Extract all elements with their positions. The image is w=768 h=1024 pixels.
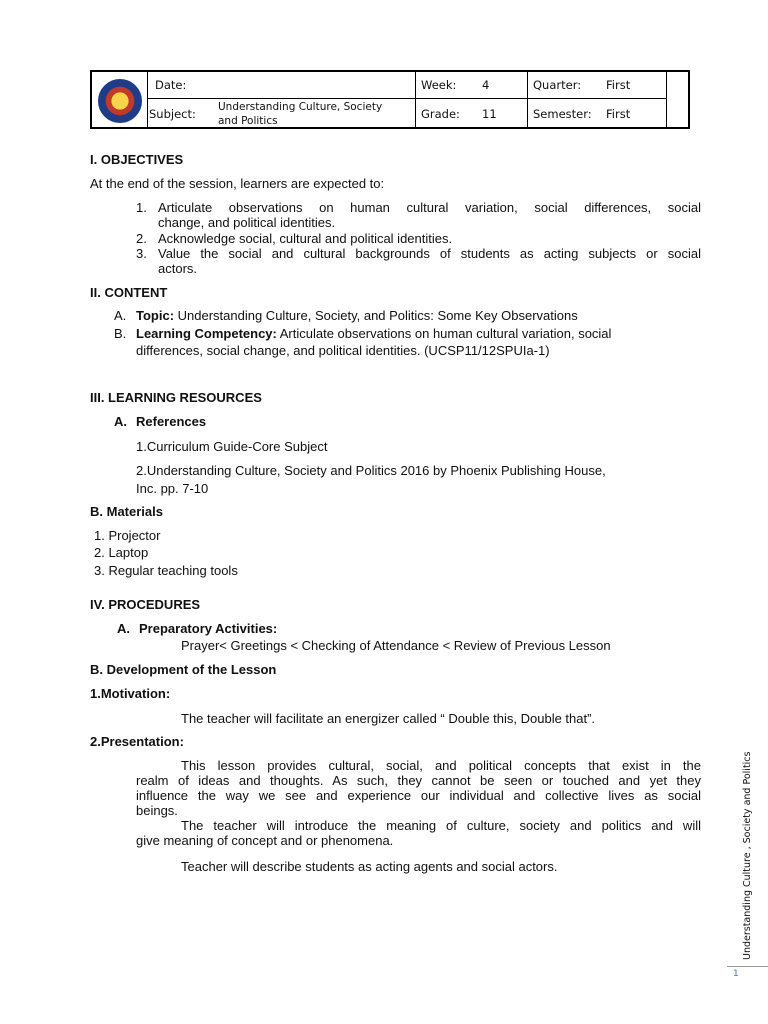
- date-label: Date:: [155, 78, 187, 92]
- objective-item-3-line: actors.: [158, 261, 198, 276]
- objective-item-2-line: Acknowledge social, cultural and political identities.: [158, 231, 453, 246]
- motivation-text: The teacher will facilitate an energizer called “ Double this, Double that”.: [181, 711, 596, 726]
- objective-number: 1.: [136, 200, 147, 215]
- divider: [415, 72, 416, 127]
- running-sidebar: [727, 720, 768, 960]
- semester-value: First: [606, 107, 631, 121]
- objective-number: 3.: [136, 246, 147, 261]
- page-number: 1: [733, 969, 739, 979]
- grade-value: 11: [482, 107, 497, 121]
- presentation-line: beings.: [136, 803, 178, 818]
- presentation-line: Teacher will describe students as acting agents and social actors.: [181, 859, 558, 874]
- competency-label: Learning Competency:: [136, 326, 277, 341]
- competency-text-line2: differences, social change, and political identities. (UCSP11/12SPUIa-1): [136, 343, 550, 358]
- week-label: Week:: [421, 78, 457, 92]
- reference-2-line: 2.Understanding Culture, Society and Politics 2016 by Phoenix Publishing House,: [136, 463, 606, 478]
- objective-number: 2.: [136, 231, 147, 246]
- presentation-line: realm of ideas and thoughts. As such, they cannot be seen or touched and yet they: [136, 773, 701, 788]
- objectives-heading: I. OBJECTIVES: [90, 152, 184, 167]
- week-value: 4: [482, 78, 490, 92]
- subject-value: [218, 100, 382, 128]
- materials-label: B. Materials: [90, 504, 163, 519]
- divider: [147, 98, 666, 99]
- deped-seal-icon: [98, 79, 142, 123]
- footer-rule: [727, 966, 768, 967]
- prep-label: Preparatory Activities:: [139, 621, 278, 636]
- presentation-line: influence the way we see and experience our individual and collective lives as social: [136, 788, 701, 803]
- subject-value-line: Understanding Culture, Society: [218, 101, 383, 113]
- topic-text: Understanding Culture, Society, and Politics: Some Key Observations: [174, 308, 578, 323]
- presentation-line: This lesson provides cultural, social, and political concepts that exist in the: [181, 758, 701, 773]
- content-topic: [136, 308, 578, 323]
- objectives-intro: At the end of the session, learners are expected to:: [90, 176, 385, 191]
- content-competency: [136, 326, 611, 341]
- reference-1: 1.Curriculum Guide-Core Subject: [136, 439, 328, 454]
- divider: [666, 72, 667, 127]
- material-item: 1. Projector: [94, 528, 161, 543]
- subject-value-line: and Politics: [218, 115, 278, 127]
- grade-label: Grade:: [421, 107, 460, 121]
- competency-text: Articulate observations on human cultural variation, social: [276, 326, 612, 341]
- material-item: 2. Laptop: [94, 545, 149, 560]
- presentation-label: 2.Presentation:: [90, 734, 184, 749]
- content-a-letter: A.: [114, 308, 127, 323]
- quarter-value: First: [606, 78, 631, 92]
- topic-label: Topic:: [136, 308, 175, 323]
- quarter-label: Quarter:: [533, 78, 582, 92]
- prep-letter: A.: [117, 621, 130, 636]
- vertical-title-wrap: [742, 720, 756, 960]
- references-label: References: [136, 414, 207, 429]
- semester-label: Semester:: [533, 107, 592, 121]
- vertical-title: Understanding Culture , Society and Politics: [742, 751, 753, 960]
- subject-label: Subject:: [149, 107, 196, 121]
- motivation-label: 1.Motivation:: [90, 686, 171, 701]
- resources-heading: III. LEARNING RESOURCES: [90, 390, 262, 405]
- content-b-letter: B.: [114, 326, 127, 341]
- divider: [527, 72, 528, 127]
- objective-item-1-line: Articulate observations on human cultural variation, social differences, social: [158, 200, 701, 215]
- prep-text: Prayer< Greetings < Checking of Attendance < Review of Previous Lesson: [181, 638, 611, 653]
- material-item: 3. Regular teaching tools: [94, 563, 238, 578]
- references-letter: A.: [114, 414, 127, 429]
- objective-item-3-line: Value the social and cultural backgrounds of students as acting subjects or social: [158, 246, 701, 261]
- content-heading: II. CONTENT: [90, 285, 168, 300]
- reference-2-line: Inc. pp. 7-10: [136, 481, 209, 496]
- development-label: B. Development of the Lesson: [90, 662, 277, 677]
- presentation-line: The teacher will introduce the meaning of culture, society and politics and will: [181, 818, 701, 833]
- divider: [147, 72, 148, 127]
- presentation-line: give meaning of concept and or phenomena.: [136, 833, 394, 848]
- objective-item-1-line: change, and political identities.: [158, 215, 336, 230]
- header-table: [90, 70, 690, 129]
- procedures-heading: IV. PROCEDURES: [90, 597, 201, 612]
